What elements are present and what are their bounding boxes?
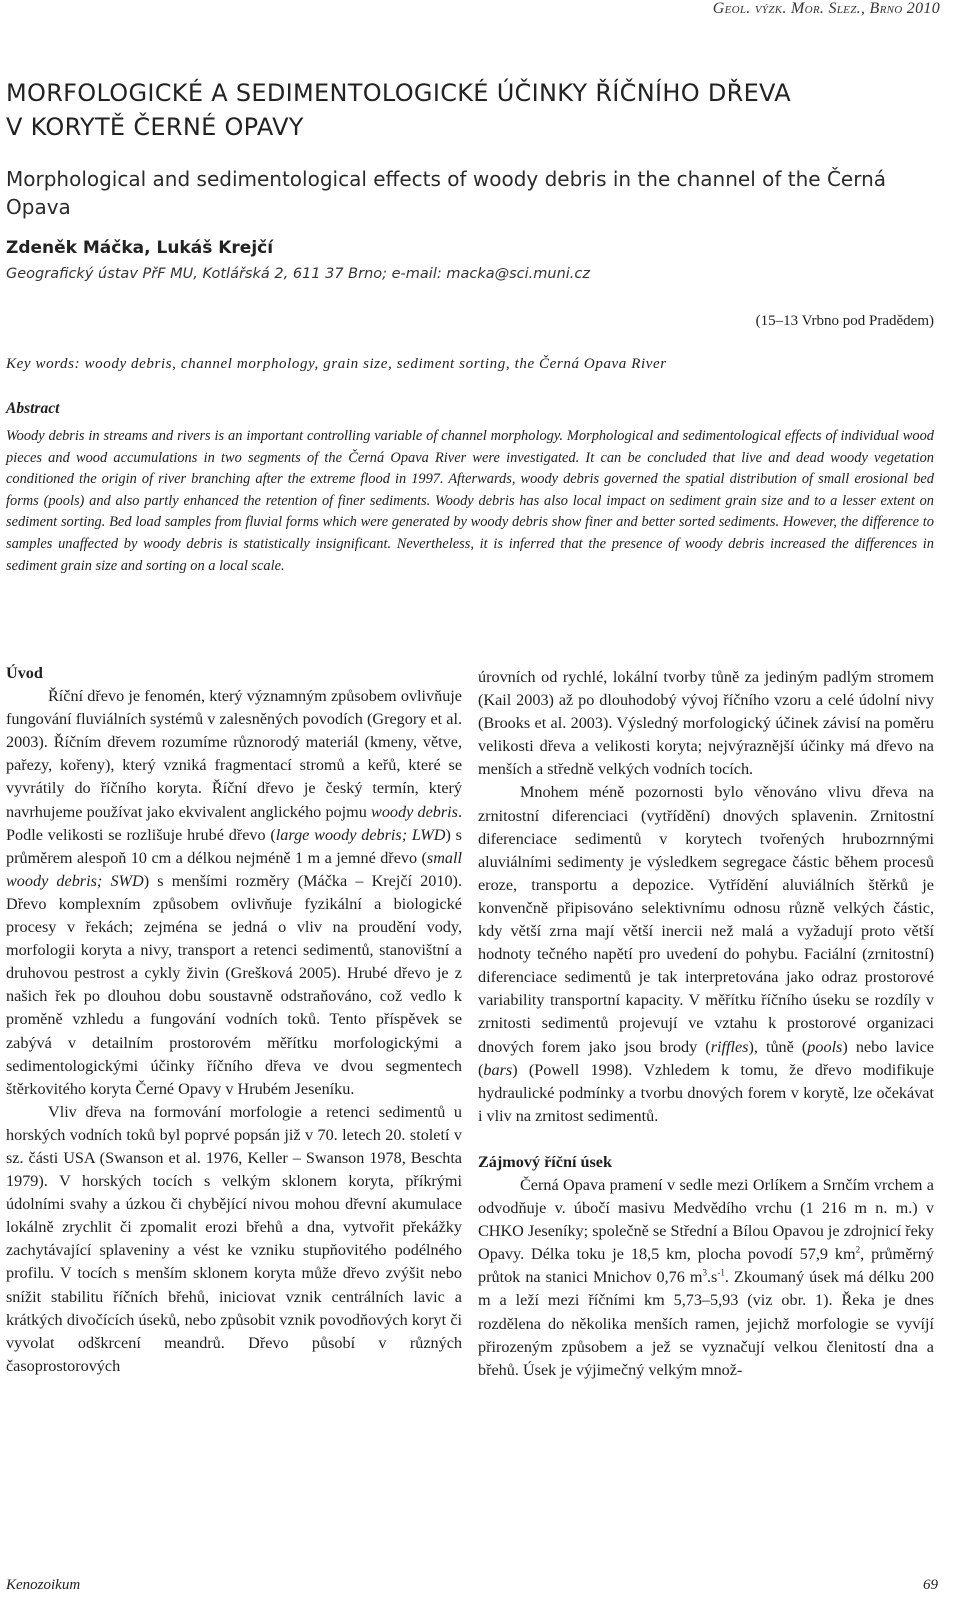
term-riffles: riffles (710, 1037, 749, 1056)
abstract-text: Woody debris in streams and rivers is an important controlling variable of channel morphology. Morphological and sedimentological effects of individual wood pieces and wood accumulations in two segments of the Černá Opava River were investigated. It can be concluded that live and dead woody vegetation conditioned the origin of river branching after the extreme flood in 1997. Afterwards, woody debris governed the spatial distribution of small erosional bed forms (pools) and also partly enhanced the retention of finer sediments. Woody debris has also local impact on sediment grain size and to a lesser extent on sediment sorting. Bed load samples from fluvial forms which were generated by woody debris show finer and better sorted sediments. However, the difference to samples unaffected by woody debris is statistically insignificant. Nevertheless, it is inferred that the presence of woody debris increased the differences in sediment grain size and sorting on a local scale. (6, 428, 934, 574)
paragraph: Vliv dřeva na formování morfologie a retenci sedimentů u horských vodních toků byl poprvé popsán již v 70. letech 20. století v sz. části USA (Swanson et al. 1976, Keller – Swanson 1978, Beschta 1979). V horských tocích s velkým sklonem koryta, příkrými údolními svahy a úzkou či chybějící nivou mohou dřevní akumulace lokálně zrychlit či zpomalit erozi břehů a dna, vytvořit překážky zachytávající splaveniny a vést ke vzniku stupňovitého podélného profilu. V tocích s menším sklonem koryta může dřevo zvýšit nebo snížit stabilitu říčních břehů, iniciovat vznik centrálních lavic a krátkých divočících úseků, nebo způsobit vznik povodňových koryt či vyvolat odškrcení meandrů. Dřevo působí v různých časoprostorových (6, 1102, 462, 1375)
term-woody-debris: woody debris (371, 802, 458, 821)
running-head: Geol. výzk. Mor. Slez., Brno 2010 (712, 0, 940, 17)
section-heading-zajmovy-usek: Zájmový říční úsek (478, 1152, 612, 1171)
title-line-1: MORFOLOGICKÉ A SEDIMENTOLOGICKÉ ÚČINKY ŘÍČNÍHO DŘEVA (6, 79, 791, 107)
right-column (478, 666, 934, 1382)
paragraph: úrovních od rychlé, lokální tvorby tůně za jediným padlým stromem (Kail 2003) až po dlouhodobý vývoj říčního vzoru a celé údolní nivy (Brooks et al. 2003). Výsledný morfologický účinek závisí na poměru velikosti dřeva a velikosti koryta; nejvýraznější účinky má dřevo na menších a středně velkých vodních tocích. (478, 668, 934, 779)
left-column (6, 662, 462, 1378)
paragraph: Mnohem méně pozornosti bylo věnováno vlivu dřeva na zrnitostní diferenciaci (vytřídění) dnových splavenin. Zrnitostní diferenciace sedimentů v korytech tvořených hrubozrnnými aluviálními sedimenty je výsledkem segregace částic během procesů eroze, transportu a depozice. Vytřídění aluviálních štěrků je konvenčně připisováno selektivnímu odnosu různě velkých částic, kdy větší zrna mají větší inercii než malá a vyžadují proto větší hodnoty tečného napětí pro uvedení do pohybu. Faciální (zrnitostní) diferenciace sedimentů je tak interpretována jako odraz prostorové variability transportní kapacity. V měřítku říčního úseku se rozdíly v zrnitosti sedimentů projevují ve vztahu k prostorové organizaci dnových forem jako jsou brody (riffles), tůně (pools) nebo lavice (bars) (Powell 1998). Vzhledem k tomu, že dřevo modifikuje hydraulické podmínky a tvorbu dnových forem v korytě, lze očekávat i vliv na zrnitost sedimentů. (478, 783, 934, 1125)
abstract-heading: Abstract (6, 400, 60, 417)
section-heading-uvod: Úvod (6, 664, 43, 682)
footer-journal: Kenozoikum (6, 1577, 81, 1593)
paragraph: Černá Opava pramení v sedle mezi Orlíkem a Srnčím vrchem a odvodňuje v. úbočí masivu Medvědího vrchu (1 216 m n. m.) v CHKO Jeseníky; společně se Střední a Bílou Opavou je zdrojnicí řeky Opavy. Délka toku je 18,5 km, plocha povodí 57,9 $km^2$, průměrný průtok na stanici Mnichov 0,76 $m^3.s^{-1}$. Zkoumaný úsek má délku 200 m a leží mezi říčními km 5,73–5,93 (viz obr. 1). Řeka je dnes rozdělena do několika menších ramen, jejichž morfologie se vyvíjí přirozeným způsobem a jež se vyznačují velkou členitostí dna a břehů. Úsek je výjimečný velkým množ- (478, 1175, 934, 1379)
keywords: Key words: woody debris, channel morphology, grain size, sediment sorting, the Černá Opava River (6, 356, 667, 372)
paragraph: Říční dřevo je fenomén, který významným způsobem ovlivňuje fungování fluviálních systémů v zalesněných povodích (Gregory et al. 2003). Říčním dřevem rozumíme různorodý materiál (kmeny, větve, pařezy, kořeny), který vzniká fragmentací stromů a keřů, které se vyvrátily do říčního koryta. Říční dřevo je český termín, který navrhujeme používat jako ekvivalent anglického pojmu woody debris. Podle velikosti se rozlišuje hrubé dřevo (large woody debris; LWD) s průměrem alespoň 10 cm a délkou nejméně 1 m a jemné dřevo (small woody debris; SWD) s menšími rozměry (Máčka – Krejčí 2010). Dřevo komplexním způsobem ovlivňuje fyzikální a biologické procesy v řekách; zejména se jedná o vliv na proudění vody, morfologii koryta a nivy, transport a retenci sedimentů, stanovištní a druhovou pestrost a cykly živin (Grešková 2005). Hrubé dřevo je z našich řek po dlouhou dobu soustavně odstraňováno, což vedlo k proměně vzhledu a fungování vodních toků. Tento příspěvek se zabývá v detailním prostorovém měřítku morfologickými a sedimentologickými účinky říčního dřeva ve dvou segmentech štěrkovitého koryta Černé Opavy v Hrubém Jeseníku. (6, 687, 463, 1098)
term-swd: small woody debris; SWD (6, 848, 462, 890)
term-lwd: large woody debris; LWD (275, 825, 446, 844)
address-note: (15–13 Vrbno pod Pradědem) (755, 313, 934, 329)
article-title-english: Morphological and sedimentological effects of woody debris in the channel of the Černá Opava (6, 167, 887, 219)
article-title-czech (6, 76, 936, 144)
term-pools: pools (807, 1037, 843, 1056)
affiliation: Geografický ústav PřF MU, Kotlářská 2, 611 37 Brno; e-mail: macka@sci.muni.cz (6, 266, 591, 282)
page-number: 69 (923, 1577, 938, 1593)
authors: Zdeněk Máčka, Lukáš Krejčí (6, 238, 274, 258)
term-bars: bars (483, 1060, 513, 1079)
title-line-2: V KORYTĚ ČERNÉ OPAVY (6, 113, 304, 141)
